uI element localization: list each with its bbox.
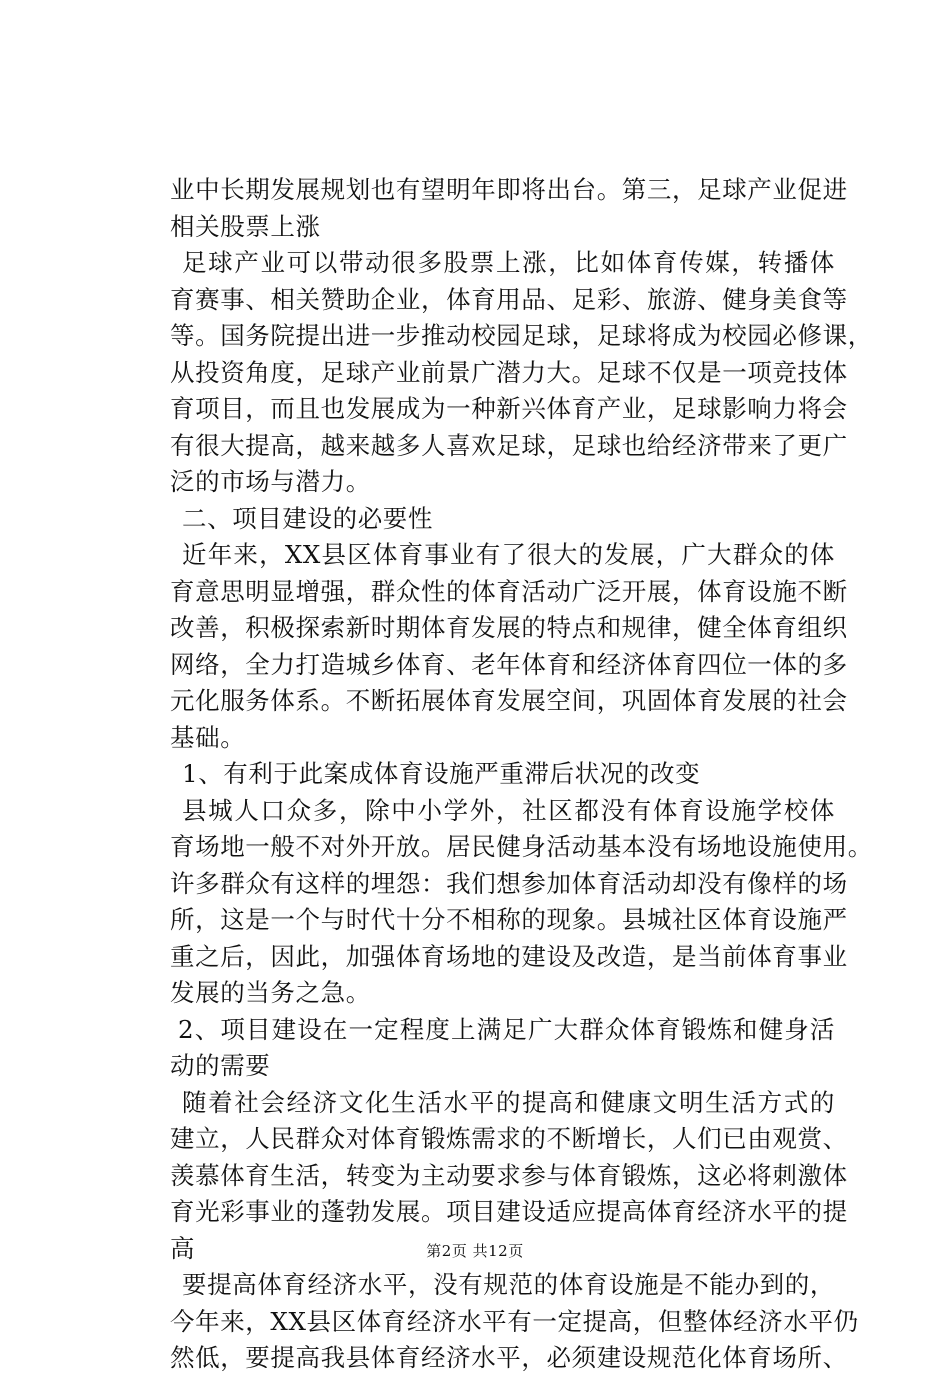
- paragraph-start: 随着社会经济文化生活水平的提高和健康文明生活方式的: [182, 1087, 835, 1117]
- text-line: 相关股票上涨: [170, 211, 321, 241]
- text-line: 泛的市场与潜力。: [170, 467, 371, 496]
- subsection-heading: 2、项目建设在一定程度上满足广大群众体育锻炼和健身活: [178, 1014, 835, 1044]
- text-line: 改善，积极探索新时期体育发展的特点和规律，健全体育组织: [170, 613, 848, 642]
- text-line: 基础。: [170, 722, 246, 752]
- text-line: 育赛事、相关赞助企业，体育用品、足彩、旅游、健身美食等: [170, 284, 848, 314]
- subsection-heading: 1、有利于此案成体育设施严重滞后状况的改变: [182, 759, 701, 788]
- text-line: 然低，要提高我县体育经济水平，必须建设规范化体育场所、: [170, 1343, 848, 1372]
- text-line: 育光彩事业的蓬勃发展。项目建设适应提高体育经济水平的提: [170, 1197, 848, 1226]
- paragraph-start: 足球产业可以带动很多股票上涨，比如体育传媒，转播体: [182, 248, 835, 277]
- text-line: 今年来，XX县区体育经济水平有一定提高，但整体经济水平仍: [170, 1306, 859, 1336]
- text-line: 育项目，而且也发展成为一种新兴体育产业，足球影响力将会: [170, 394, 848, 423]
- text-line: 发展的当务之急。: [170, 978, 371, 1007]
- text-line: 育场地一般不对外开放。居民健身活动基本没有场地设施使用。: [170, 832, 873, 861]
- page-footer: 第2页 共12页: [426, 1242, 524, 1260]
- paragraph-start: 近年来，XX县区体育事业有了很大的发展，广大群众的体: [182, 540, 835, 569]
- text-line: 高: [170, 1233, 196, 1263]
- section-heading: 二、项目建设的必要性: [182, 503, 433, 533]
- text-line: 所，这是一个与时代十分不相称的现象。县城社区体育设施严: [170, 905, 848, 934]
- text-line: 网络，全力打造城乡体育、老年体育和经济体育四位一体的多: [170, 649, 848, 679]
- text-line: 元化服务体系。不断拓展体育发展空间，巩固体育发展的社会: [170, 686, 848, 715]
- text-line: 等。国务院提出进一步推动校园足球，足球将成为校园必修课，: [170, 321, 873, 350]
- paragraph-start: 要提高体育经济水平，没有规范的体育设施是不能办到的，: [182, 1270, 835, 1299]
- text-line: 有很大提高，越来越多人喜欢足球，足球也给经济带来了更广: [170, 430, 848, 460]
- text-line: 业中长期发展规划也有望明年即将出台。第三，足球产业促进: [170, 175, 848, 204]
- text-line: 许多群众有这样的埋怨：我们想参加体育活动却没有像样的场: [170, 868, 848, 898]
- text-line: 动的需要: [170, 1051, 271, 1080]
- text-line: 重之后，因此，加强体育场地的建设及改造，是当前体育事业: [170, 941, 848, 971]
- text-line: 育意思明显增强，群众性的体育活动广泛开展，体育设施不断: [170, 576, 848, 606]
- paragraph-start: 县城人口众多，除中小学外，社区都没有体育设施学校体: [182, 795, 835, 825]
- text-line: 羡慕体育生活，转变为主动要求参与体育锻炼，这必将刺激体: [170, 1160, 848, 1190]
- text-line: 建立，人民群众对体育锻炼需求的不断增长，人们已由观赏、: [170, 1124, 848, 1153]
- document-body: [170, 172, 873, 1377]
- text-line: 从投资角度，足球产业前景广潜力大。足球不仅是一项竞技体: [170, 357, 848, 387]
